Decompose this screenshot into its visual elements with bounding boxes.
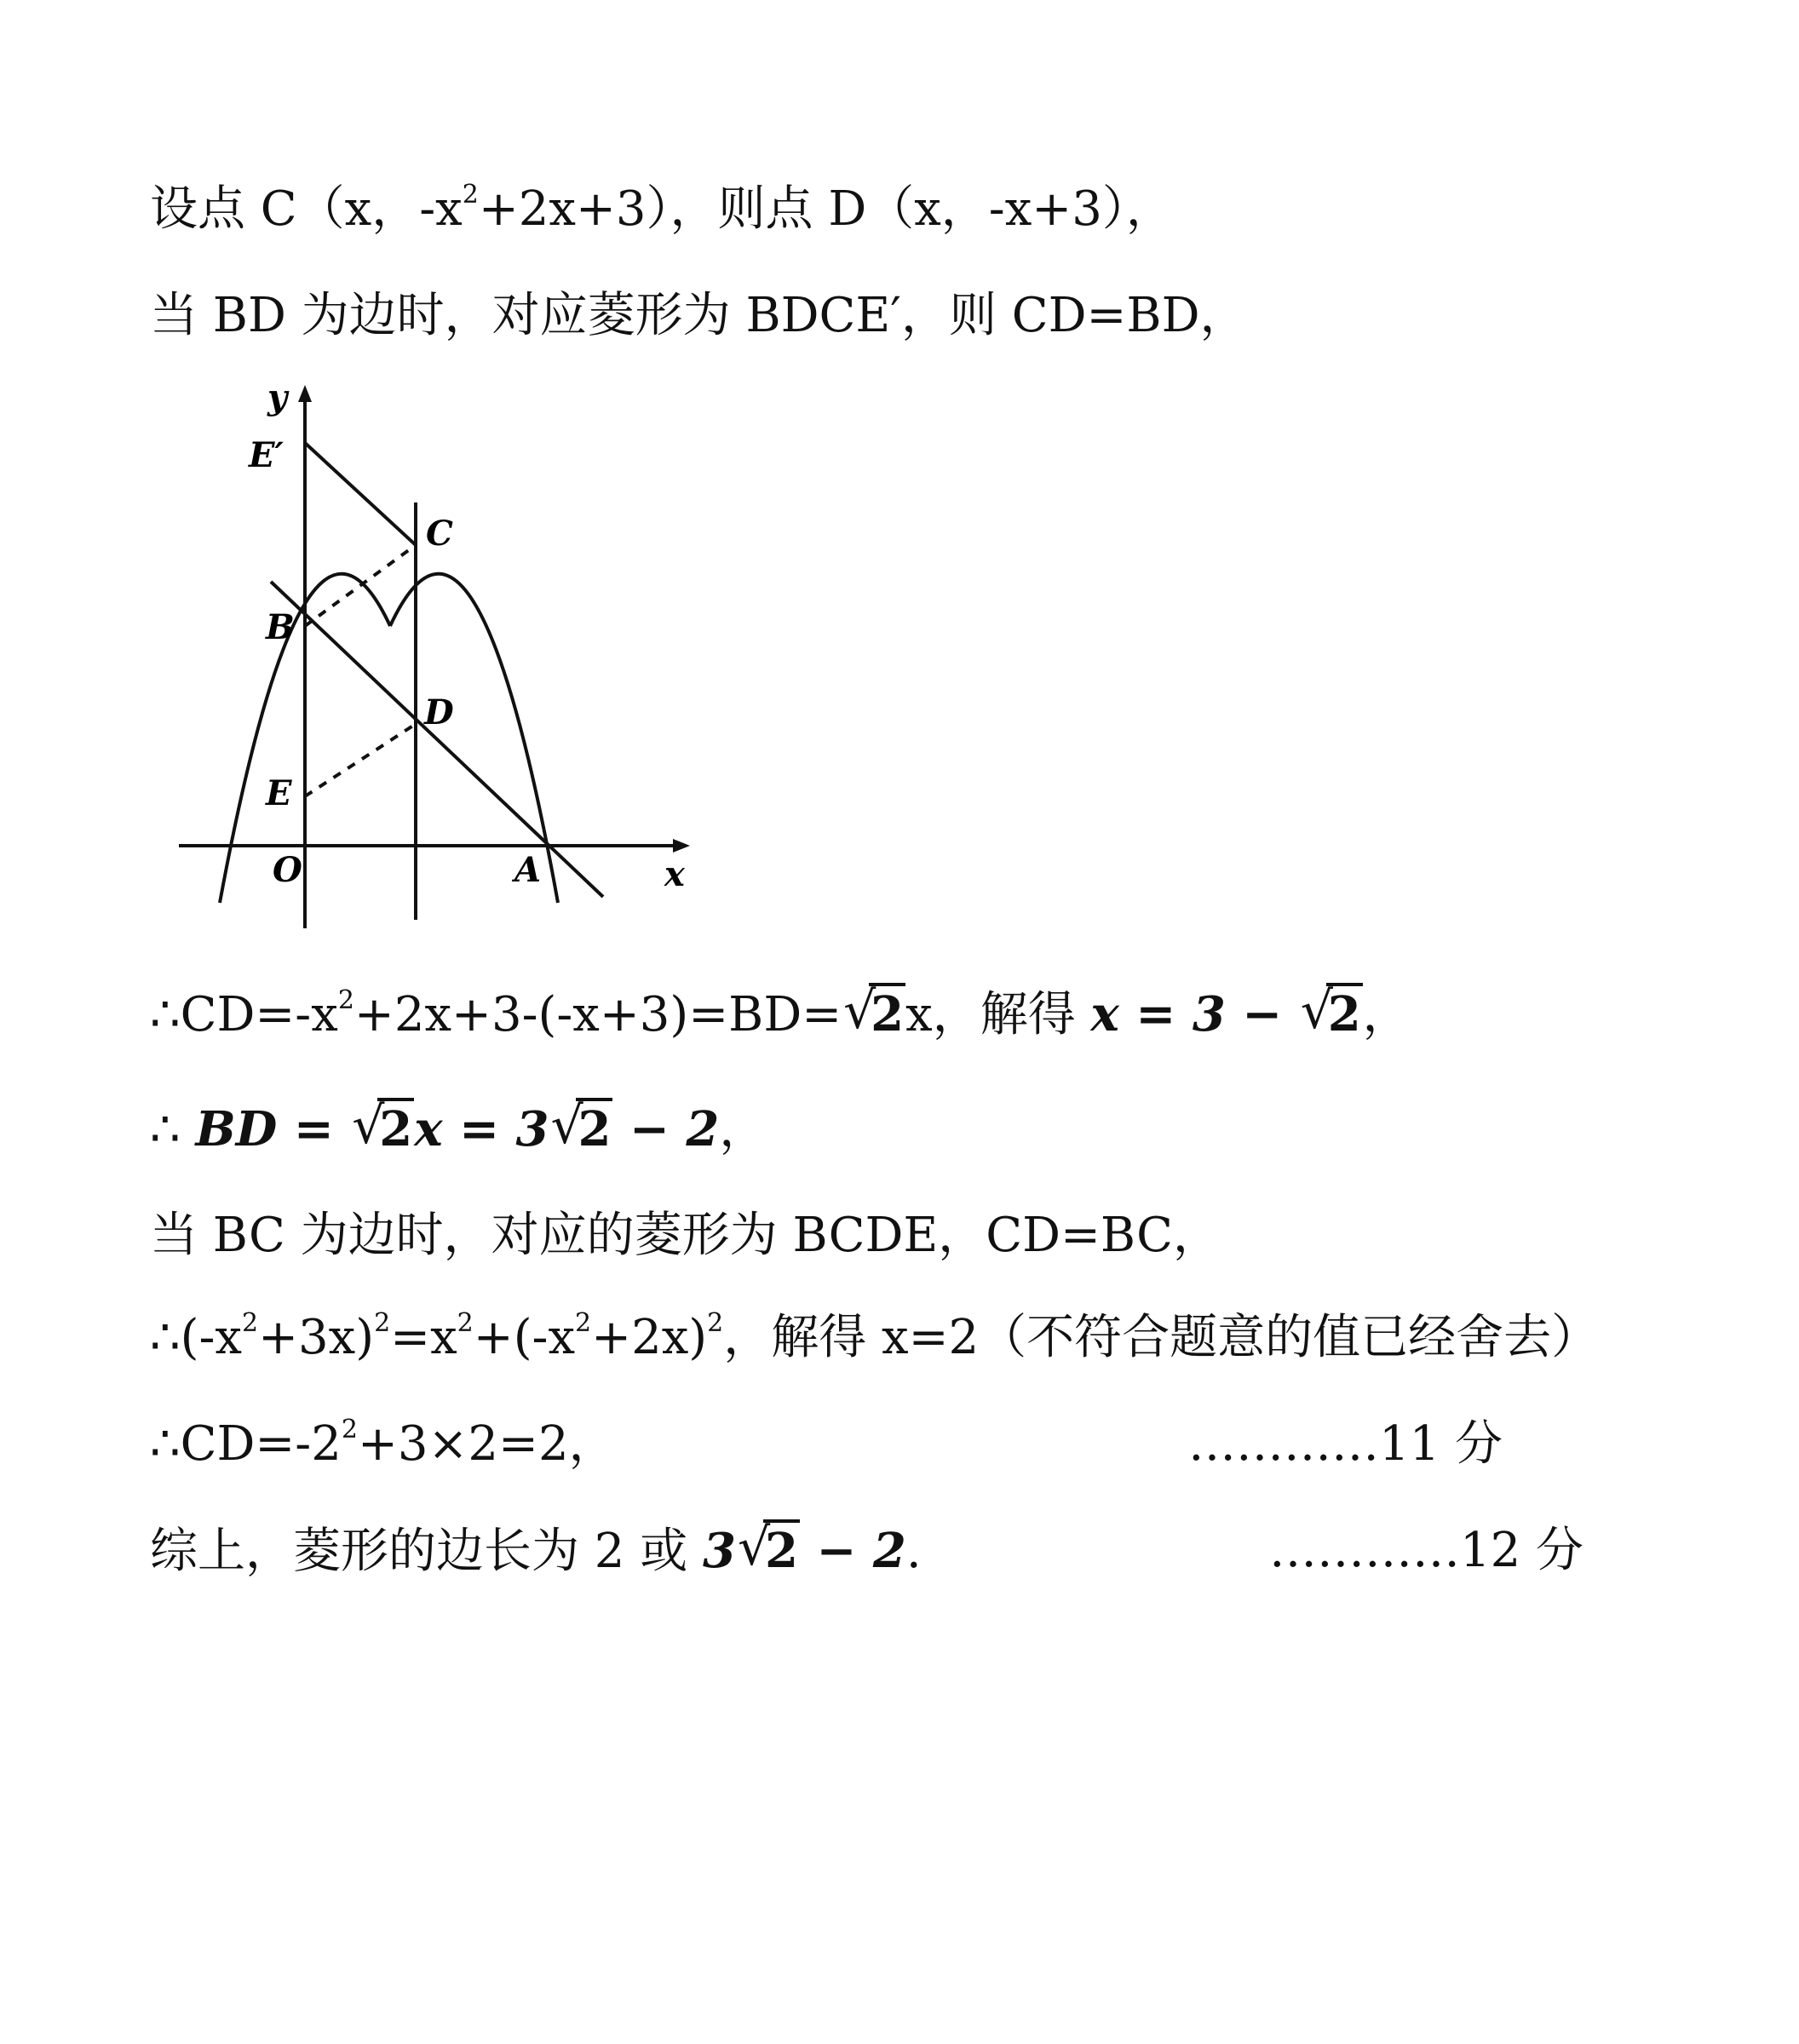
sqrt-symbol: √ 2 — [352, 1099, 414, 1160]
sqrt-symbol: √ 2 — [738, 1520, 800, 1582]
line-solve-cd-eq-bc: $\therefore(-x^2+3x)^2=x^2+(-x^2+2x)^2$，解得 x=2（不符合题意的值已经舍去） — [150, 1308, 1600, 1365]
x-axis-arrow-icon — [673, 839, 690, 853]
line-cd-value: $\therefore CD=-2^2+3\times 2=2$， — [150, 1415, 617, 1472]
score-11: …………11 分 — [1188, 1416, 1503, 1472]
sqrt-symbol: √ 2 — [843, 984, 905, 1045]
line-set-points: 设点 C（x，$-x^2+2x+3$），则点 D（x，-x+3）， — [150, 180, 1174, 237]
label-c: C — [426, 514, 453, 554]
line-solve-cd-eq-bd: $\therefore CD=-x^2+2x+3-(-x+3)=BD=√$ 2x，解得 x = 3 − √ 2， — [150, 984, 1411, 1046]
label-d: D — [424, 692, 454, 732]
parabola-rhombus-figure — [170, 383, 698, 945]
label-e: E — [266, 773, 292, 813]
y-axis-arrow-icon — [298, 385, 312, 402]
label-y: y — [267, 383, 288, 417]
line-e-prime-c — [305, 443, 416, 545]
coordinate-diagram — [170, 383, 698, 945]
sqrt-symbol: √ 2 — [550, 1099, 612, 1160]
label-x: x — [664, 854, 685, 894]
line-case-bd-side: 当 BD 为边时，对应菱形为 BDCE′，则 CD=BD， — [150, 288, 1248, 343]
dashed-line-bc — [305, 545, 416, 626]
line-conclusion: 综上，菱形的边长为 2 或 3√ 2 − 2. — [150, 1520, 922, 1582]
sqrt-symbol: √ 2 — [1301, 984, 1363, 1045]
label-b: B — [266, 607, 295, 647]
label-a: A — [514, 850, 542, 890]
label-o: O — [273, 850, 302, 890]
line-bd-value: ∴ BD = √ 2x = 3√ 2 − 2， — [150, 1099, 767, 1161]
dashed-line-ed — [305, 724, 416, 796]
score-12: …………12 分 — [1269, 1523, 1584, 1578]
line-case-bc-side: 当 BC 为边时，对应的菱形为 BCDE，CD=BC， — [150, 1208, 1221, 1263]
line-ab — [271, 582, 603, 897]
label-e-prime: E′ — [249, 435, 285, 475]
